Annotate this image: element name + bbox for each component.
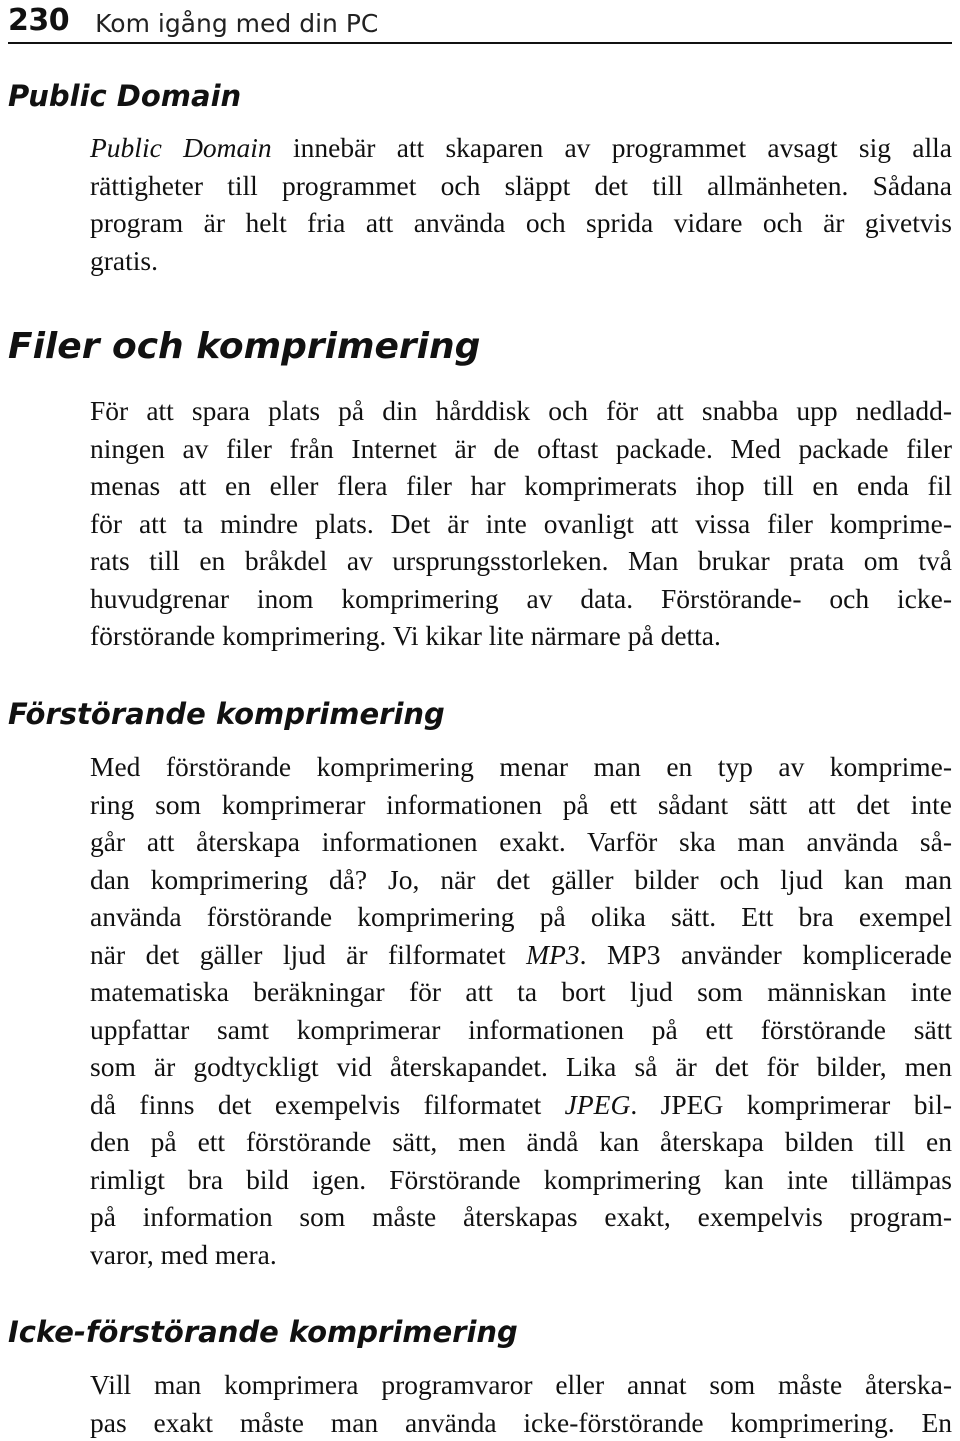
text-line: gratis. bbox=[90, 242, 952, 280]
text-line: huvudgrenar inom komprimering av data. Förstörande- och icke- bbox=[90, 580, 952, 618]
text-line: Vill man komprimera programvaror eller annat som måste återska- bbox=[90, 1366, 952, 1404]
page-header bbox=[8, 0, 952, 44]
text-line: förstörande komprimering. Vi kikar lite närmare på detta. bbox=[90, 617, 952, 655]
emphasis: Public Domain bbox=[90, 132, 272, 163]
text-line: ningen av filer från Internet är de oftast packade. Med packade filer bbox=[90, 430, 952, 468]
text-line: på information som måste återskapas exakt, exempelvis program- bbox=[90, 1198, 952, 1236]
text: när det gäller ljud är filformatet bbox=[90, 939, 526, 970]
text-line bbox=[90, 1086, 952, 1124]
text-line: Med förstörande komprimering menar man en typ av komprime- bbox=[90, 748, 952, 786]
emphasis: MP3 bbox=[526, 939, 579, 970]
text-line: som är godtyckligt vid återskapandet. Lika så är det för bilder, men bbox=[90, 1048, 952, 1086]
text-line bbox=[90, 936, 952, 974]
section-heading-filer-och-komprimering: Filer och komprimering bbox=[8, 329, 480, 365]
page-number: 230 bbox=[8, 6, 69, 36]
section-heading-public-domain: Public Domain bbox=[8, 82, 241, 111]
text-line: ring som komprimerar informationen på ett sådant sätt att det inte bbox=[90, 786, 952, 824]
text-line: för att ta mindre plats. Det är inte ovanligt att vissa filer komprime- bbox=[90, 505, 952, 543]
text-line: varor, med mera. bbox=[90, 1236, 952, 1274]
text-line: menas att en eller flera filer har komprimerats ihop till en enda fil bbox=[90, 467, 952, 505]
text: innebär att skaparen av programmet avsagt sig alla bbox=[272, 132, 952, 163]
text-line: rimligt bra bild igen. Förstörande komprimering kan inte tillämpas bbox=[90, 1161, 952, 1199]
text-line: går att återskapa informationen exakt. Varför ska man använda så- bbox=[90, 823, 952, 861]
text-line: pas exakt måste man använda icke-förstörande komprimering. En bbox=[90, 1404, 952, 1441]
text-line: den på ett förstörande sätt, men ändå kan återskapa bilden till en bbox=[90, 1123, 952, 1161]
text-line: För att spara plats på din hårddisk och för att snabba upp nedladd- bbox=[90, 392, 952, 430]
section-heading-forstorande-komprimering: Förstörande komprimering bbox=[8, 700, 445, 729]
text-line: dan komprimering då? Jo, när det gäller bilder och ljud kan man bbox=[90, 861, 952, 899]
text-line: rats till en bråkdel av ursprungsstorleken. Man brukar prata om två bbox=[90, 542, 952, 580]
text: . JPEG komprimerar bil- bbox=[630, 1089, 952, 1120]
text-line: uppfattar samt komprimerar informationen på ett förstörande sätt bbox=[90, 1011, 952, 1049]
paragraph-icke-forstorande-komprimering bbox=[90, 1366, 952, 1441]
text: då finns det exempelvis filformatet bbox=[90, 1089, 565, 1120]
text-line: matematiska beräkningar för att ta bort ljud som människan inte bbox=[90, 973, 952, 1011]
text: . MP3 använder komplicerade bbox=[580, 939, 952, 970]
paragraph-filer-och-komprimering bbox=[90, 392, 952, 655]
text-line: använda förstörande komprimering på olika sätt. Ett bra exempel bbox=[90, 898, 952, 936]
text-line: rättigheter till programmet och släppt det till allmänheten. Sådana bbox=[90, 167, 952, 205]
paragraph-public-domain bbox=[90, 129, 952, 279]
emphasis: JPEG bbox=[565, 1089, 631, 1120]
text-line bbox=[90, 129, 952, 167]
running-title: Kom igång med din PC bbox=[95, 11, 378, 36]
text-line: program är helt fria att använda och sprida vidare och är givetvis bbox=[90, 204, 952, 242]
paragraph-forstorande-komprimering bbox=[90, 748, 952, 1273]
section-heading-icke-forstorande-komprimering: Icke-förstörande komprimering bbox=[8, 1318, 518, 1347]
